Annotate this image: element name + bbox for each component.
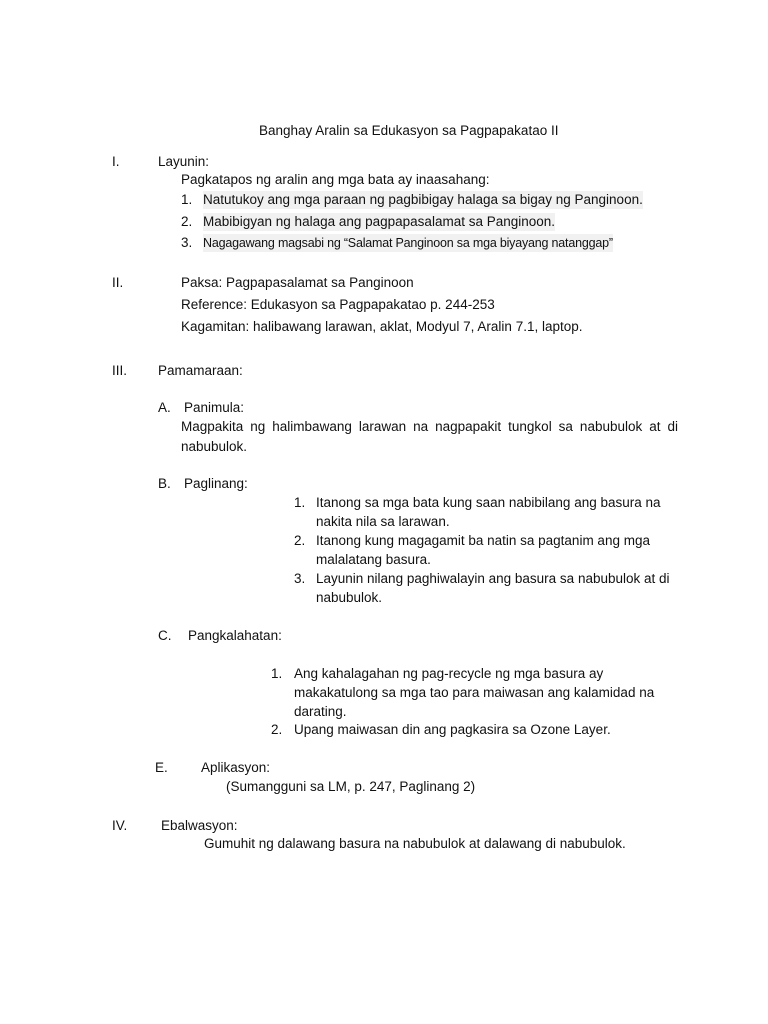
section-heading: Pamamaraan: xyxy=(158,363,243,378)
list-item: Natutukoy ang mga paraan ng pagbibigay halaga sa bigay ng Panginoon. xyxy=(203,192,643,207)
list-item-line: Itanong sa mga bata kung saan nabibilang ang basura na xyxy=(316,495,661,510)
list-item: Mabibigyan ng halaga ang pagpapasalamat sa Panginoon. xyxy=(203,214,556,229)
list-item-line: nabubulok. xyxy=(316,590,383,605)
kagamitan-line: Kagamitan: halibawang larawan, aklat, Modyul 7, Aralin 7.1, laptop. xyxy=(181,319,583,334)
panimula-text-line: Magpakita ng halimbawang larawan na nagpapakit tungkol sa nabubulok at di xyxy=(181,419,678,434)
list-item-line: darating. xyxy=(294,704,347,719)
document-title: Banghay Aralin sa Edukasyon sa Pagpapakatao II xyxy=(259,123,559,138)
subsection-heading: Paglinang: xyxy=(184,476,248,491)
subsection-letter: E. xyxy=(155,760,168,775)
panimula-text-line: nabubulok. xyxy=(181,439,248,454)
list-item-line: malalatang basura. xyxy=(316,552,431,567)
section-numeral: IV. xyxy=(112,818,128,833)
section-numeral: II. xyxy=(112,275,124,290)
aplikasyon-note: (Sumangguni sa LM, p. 247, Paglinang 2) xyxy=(226,779,476,794)
paksa-line: Paksa: Pagpapasalamat sa Panginoon xyxy=(181,275,414,290)
subsection-letter: C. xyxy=(158,628,172,643)
layunin-intro: Pagkatapos ng aralin ang mga bata ay inaasahang: xyxy=(181,172,490,187)
reference-line: Reference: Edukasyon sa Pagpapakatao p. 244-253 xyxy=(181,297,495,312)
list-number: 1. xyxy=(181,192,193,207)
list-item-line: Ang kahalagahan ng pag-recycle ng mga basura ay xyxy=(294,666,604,681)
list-item: Nagagawang magsabi ng “Salamat Panginoon sa mga biyayang natanggap” xyxy=(203,236,613,250)
subsection-heading: Pangkalahatan: xyxy=(188,628,282,643)
ebalwasyon-text: Gumuhit ng dalawang basura na nabubulok at dalawang di nabubulok. xyxy=(204,836,626,851)
list-number: 1. xyxy=(294,495,306,510)
subsection-letter: A. xyxy=(158,400,171,415)
subsection-heading: Panimula: xyxy=(184,400,245,415)
section-heading: Layunin: xyxy=(158,154,210,169)
list-item-line: Itanong kung magagamit ba natin sa pagtanim ang mga xyxy=(316,533,650,548)
list-item-line: Upang maiwasan din ang pagkasira sa Ozone Layer. xyxy=(294,722,611,737)
list-item-line: makakatulong sa mga tao para maiwasan ang kalamidad na xyxy=(294,685,655,700)
section-numeral: III. xyxy=(112,363,128,378)
list-number: 1. xyxy=(271,666,283,681)
section-numeral: I. xyxy=(112,154,120,169)
list-number: 2. xyxy=(271,722,283,737)
subsection-letter: B. xyxy=(158,476,171,491)
list-number: 2. xyxy=(294,533,306,548)
list-number: 3. xyxy=(181,235,193,250)
list-item-line: nakita nila sa larawan. xyxy=(316,514,450,529)
section-heading: Ebalwasyon: xyxy=(161,818,238,833)
list-number: 3. xyxy=(294,571,306,586)
subsection-heading: Aplikasyon: xyxy=(201,760,271,775)
list-item-line: Layunin nilang paghiwalayin ang basura sa nabubulok at di xyxy=(316,571,670,586)
list-number: 2. xyxy=(181,214,193,229)
